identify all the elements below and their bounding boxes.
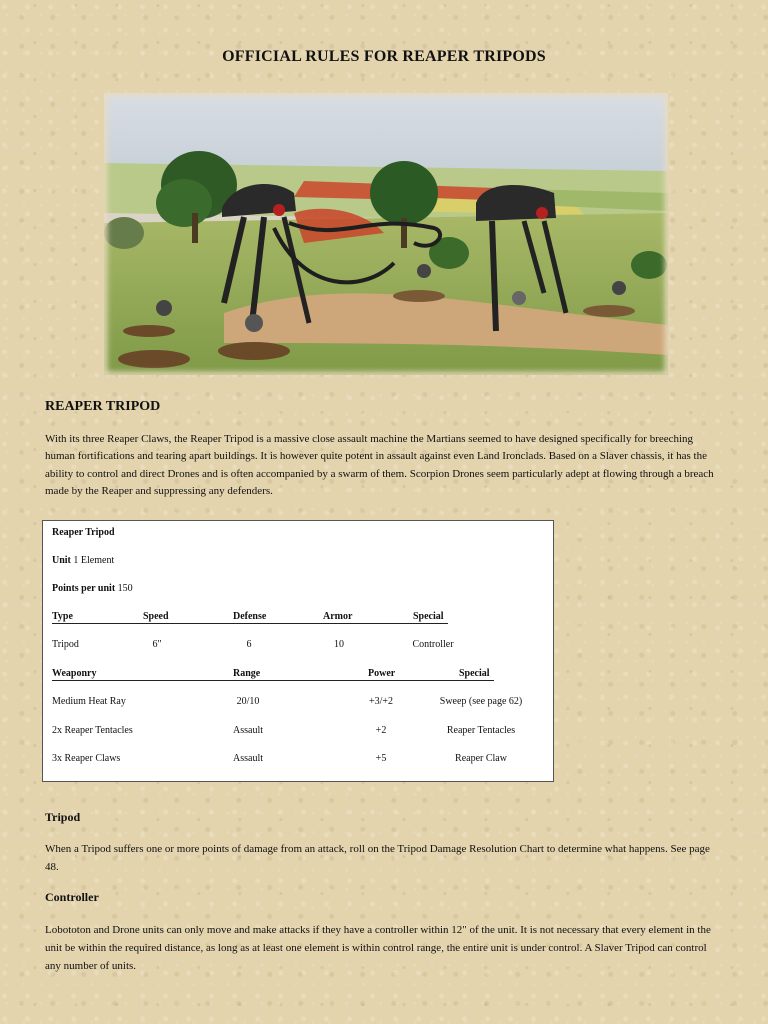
miniatures-photo xyxy=(104,93,668,375)
page-title: OFFICIAL RULES FOR REAPER TRIPODS xyxy=(222,48,546,65)
section-heading-tripod: Tripod xyxy=(45,810,81,824)
header-defense: Defense xyxy=(233,611,267,622)
weapon-power: +3/+2 xyxy=(368,696,394,707)
stat-speed: 6" xyxy=(152,639,162,650)
stat-special: Controller xyxy=(412,639,454,650)
header-weaponry: Weaponry xyxy=(52,668,97,679)
section-heading-reaper-tripod: REAPER TRIPOD xyxy=(45,399,161,414)
weapon-range: Assault xyxy=(233,753,263,764)
weapon-special: Sweep (see page 62) xyxy=(439,696,523,707)
stat-block-table xyxy=(42,520,554,782)
weapon-power: +5 xyxy=(375,753,387,764)
weapon-name: 2x Reaper Tentacles xyxy=(52,725,133,736)
header-power: Power xyxy=(368,668,396,679)
weapon-name: 3x Reaper Claws xyxy=(52,753,121,764)
tripod-paragraph: When a Tripod suffers one or more points of damage from an attack, roll on the Tripod Damage Resolution Chart to determine what happens. See page 48. xyxy=(45,843,710,873)
weapon-range: Assault xyxy=(233,725,263,736)
weapon-name: Medium Heat Ray xyxy=(52,696,126,707)
points-value: 150 xyxy=(117,583,133,594)
stat-header-rule xyxy=(52,623,448,624)
controller-paragraph: Lobototon and Drone units can only move and make attacks if they have a controller within 12" of the unit. It is not necessary that every element in the unit be within the required distance, as long as at least one element is within control range, the entire unit is under control. A Slaver Tripod can control any number of units. xyxy=(45,924,711,972)
stat-type: Tripod xyxy=(52,639,79,650)
header-speed: Speed xyxy=(143,611,169,622)
photo-illustration xyxy=(104,93,668,375)
stat-armor: 10 xyxy=(334,639,344,650)
header-weapon-special: Special xyxy=(459,668,490,679)
header-armor: Armor xyxy=(323,611,353,622)
weapon-special: Reaper Claw xyxy=(455,753,507,764)
unit-size-row xyxy=(52,555,114,566)
points-row xyxy=(52,583,133,594)
intro-paragraph: With its three Reaper Claws, the Reaper Tripod is a massive close assault machine the Martians seemed to have designed specifically for breeching human fortifications and tearing apart buildings. It is however quite potent in assault against even Land Ironclads. Based on a Slaver chassis, it has the ability to control and direct Drones and is often accompanied by a swarm of them. Scorpion Drones seem particularly adept at flowing through a breach made by the Reaper and suppressing any defenders. xyxy=(45,433,714,497)
unit-label: Unit xyxy=(52,555,71,566)
section-heading-controller: Controller xyxy=(45,890,99,904)
header-special: Special xyxy=(413,611,444,622)
unit-value: 1 Element xyxy=(73,555,115,566)
unit-name: Reaper Tripod xyxy=(52,527,115,538)
weapon-header-rule xyxy=(52,680,494,681)
weapon-range: 20/10 xyxy=(236,696,260,707)
weapon-power: +2 xyxy=(375,725,387,736)
stat-defense: 6 xyxy=(246,639,252,650)
weapon-special: Reaper Tentacles xyxy=(446,725,516,736)
header-range: Range xyxy=(233,668,261,679)
header-type: Type xyxy=(52,611,73,622)
points-label: Points per unit xyxy=(52,583,116,594)
